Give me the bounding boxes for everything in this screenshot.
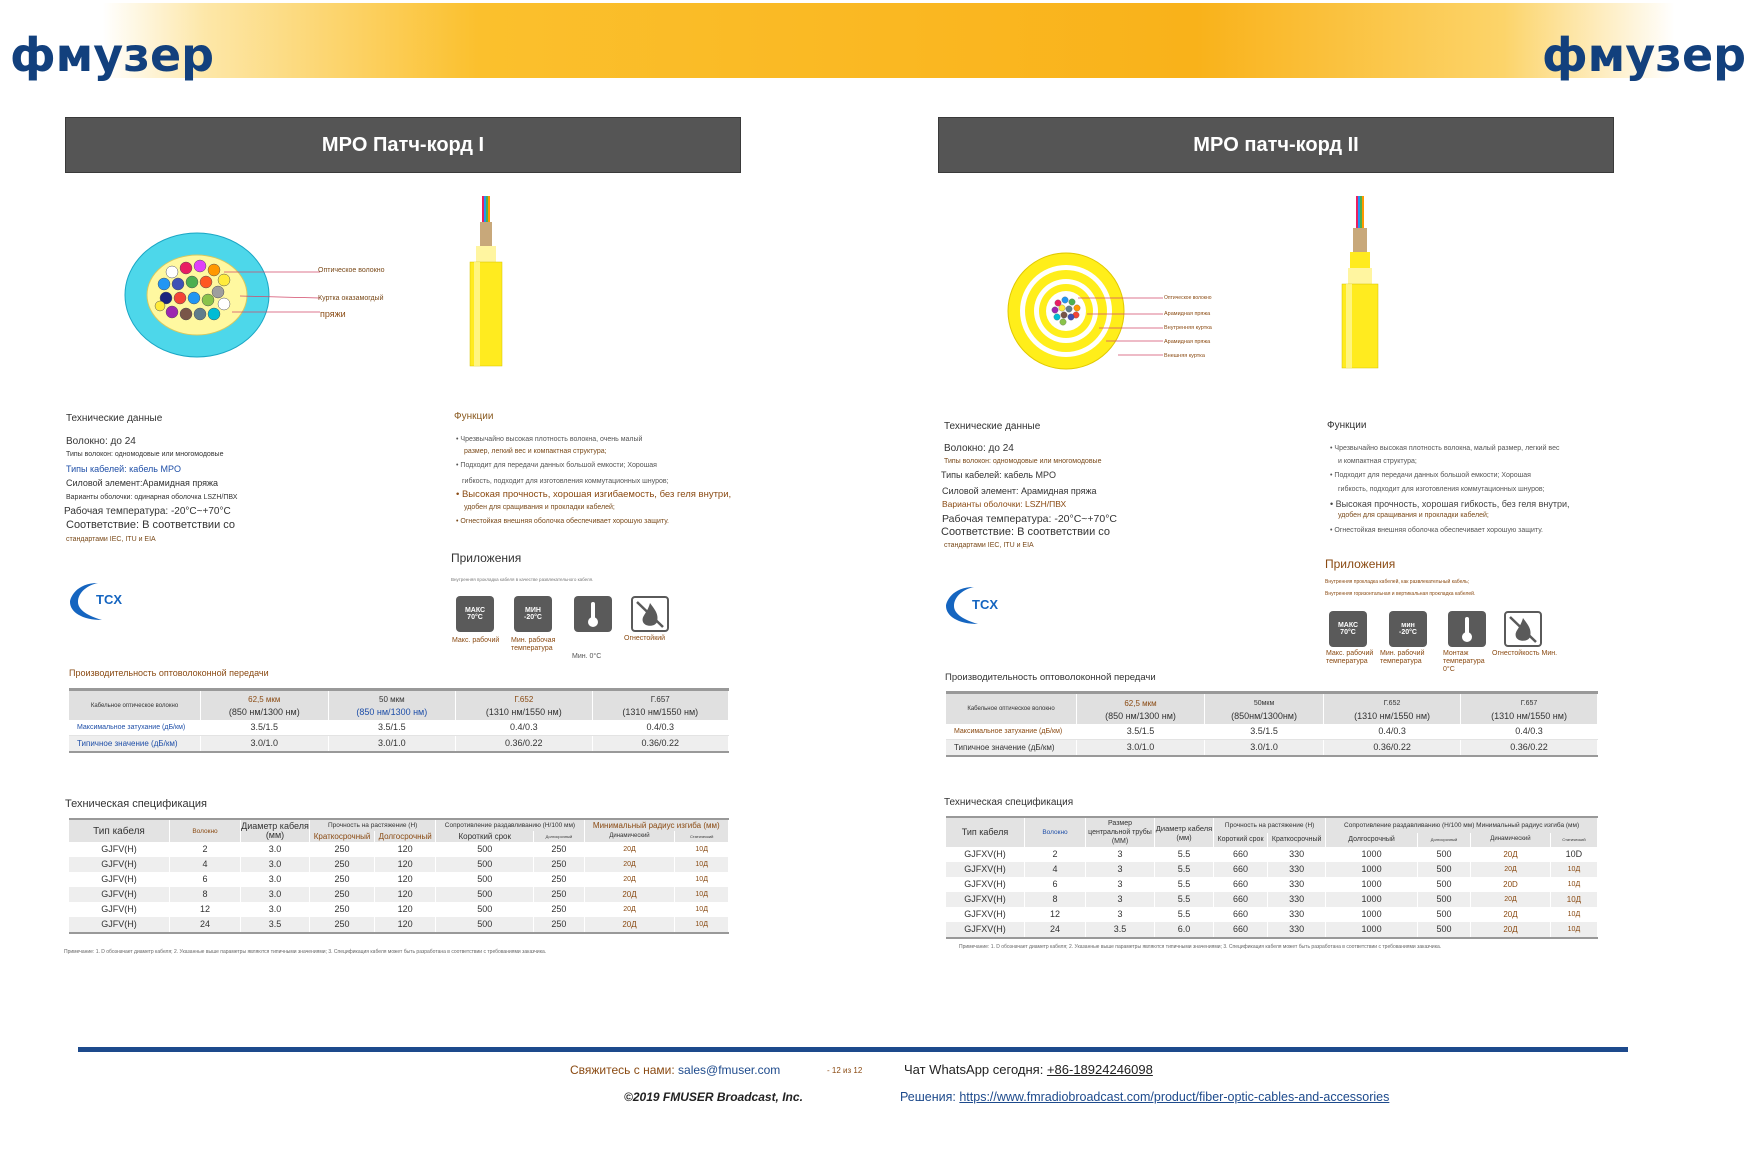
footnote-right: Примечание: 1. D обозначает диаметр кабеля; 2. Указанные выше параметры являются типичными значениями; 3. Спецификация кабеля может быть разработана в соответствии с требованиями заказчика. [959, 944, 1442, 950]
spec-col-header: Размер центральной трубы (ММ) [1086, 817, 1155, 847]
spec-table-left [69, 818, 729, 934]
tech-line: Силовой элемент: Арамидная пряжа [942, 486, 1097, 496]
table-row: GJFXV(H) 6 3 5.5 660 330 1000 500 20D 10Д [946, 877, 1598, 892]
spec-col-header: Тип кабеля [69, 819, 170, 842]
icon-caption: Макс. рабочий температура [1326, 650, 1374, 665]
cross-label: пряжи [320, 309, 346, 319]
tcx-logo-text: TCX [972, 597, 998, 612]
icon-caption: Огнестойкость Мин. [1492, 650, 1558, 657]
function-item: и компактная структура; [1338, 458, 1417, 465]
cross-label: Оптическое волокно [318, 267, 385, 274]
icon-caption: Монтаж температура 0°C [1443, 650, 1485, 673]
solutions-link[interactable]: https://www.fmradiobroadcast.com/product/fiber-optic-cables-and-accessories [959, 1090, 1390, 1104]
max-temp-icon: МАКС 70°C [456, 596, 494, 632]
logo-right: фмузер [1542, 28, 1746, 82]
tech-line: Волокно: до 24 [66, 436, 136, 447]
tech-line: Соответствие: В соответствии со [941, 526, 1111, 538]
spec-col-header: Долгосрочный [534, 831, 584, 842]
cross-label: Внутренняя куртка [1164, 325, 1212, 331]
cable-side-view-left [462, 192, 512, 367]
applications-heading: Приложения [1325, 557, 1396, 571]
spec-col-header: Статический [675, 831, 729, 842]
table-row: Максимальное затухание (дБ/км) 3.5/1.5 3.5/1.5 0.4/0.3 0.4/0.3 [69, 720, 729, 736]
table-row: GJFXV(H) 12 3 5.5 660 330 1000 500 20Д 10Д [946, 907, 1598, 922]
contact-label: Свяжитесь с нами: [570, 1063, 675, 1077]
thermometer-icon [1448, 611, 1486, 647]
icon-caption: Мин. рабочий температура [1380, 650, 1425, 665]
table-row: Типичное значение (дБ/км) 3.0/1.0 3.0/1.0 0.36/0.22 0.36/0.22 [946, 740, 1598, 757]
spec-col-header: Динамический [1471, 833, 1551, 847]
email-link[interactable]: sales@fmuser.com [678, 1063, 781, 1077]
tech-line: Рабочая температура: -20°C~+70°C [942, 513, 1118, 525]
function-item: размер, легкий вес и компактная структура; [464, 448, 607, 455]
performance-heading: Производительность оптоволоконной передачи [945, 672, 1156, 683]
cross-label: Внешняя куртка [1164, 353, 1205, 359]
tech-data-heading: Технические данные [66, 413, 163, 424]
logo-left: фмузер [10, 28, 215, 82]
function-item: • Подходит для передачи данных большой емкости; Хорошая [456, 462, 657, 469]
cross-label: Куртка оказамогдый [318, 295, 384, 302]
spec-table-right [946, 816, 1598, 939]
tech-data-heading: Технические данные [944, 421, 1041, 432]
function-item: удобен для сращивания и прокладки кабелей; [464, 504, 615, 511]
table-row: GJFXV(H) 4 3 5.5 660 330 1000 500 20Д 10Д [946, 862, 1598, 877]
max-temp-icon: МАКС 70°C [1329, 611, 1367, 647]
spec-col-header: Прочность на растяжение (Н) [1214, 817, 1326, 833]
spec-col-header: Прочность на растяжение (Н) [310, 819, 436, 831]
functions-heading: Функции [454, 411, 494, 422]
table-row: GJFXV(H) 24 3.5 6.0 660 330 1000 500 20Д 10Д [946, 922, 1598, 938]
perf-col-header: Кабельное оптическое волокно [69, 690, 201, 721]
whatsapp-label: Чат WhatsApp сегодня: [904, 1062, 1044, 1077]
cross-label: Арамидная пряжа [1164, 339, 1211, 345]
function-item: • Огнестойкая внешняя оболочка обеспечивает хорошую защиту. [456, 518, 669, 525]
spec-col-header: Долгосрочный [375, 831, 436, 842]
perf-col-header: 62,5 мкм (850 нм/1300 нм) [201, 690, 329, 721]
perf-col-header: Г.652 (1310 нм/1550 нм) [456, 690, 592, 721]
table-row: GJFV(H) 24 3.5 250 120 500 250 20Д 10Д [69, 917, 729, 933]
functions-heading: Функции [1327, 420, 1367, 431]
tech-line: Варианты оболочки: LSZH/ПВХ [942, 499, 1067, 509]
spec-col-header: Диаметр кабеля (мм) [1155, 817, 1214, 847]
icon-caption: Мин. рабочая температура [511, 637, 556, 652]
applications-heading: Приложения [451, 551, 522, 565]
spec-col-header: Сопротивление раздавливанию (Н/100 мм) Минимальный радиус изгиба (мм) [1326, 817, 1598, 833]
tech-line: стандартами IEC, ITU и EIA [944, 542, 1034, 549]
function-item: удобен для сращивания и прокладки кабелей; [1338, 512, 1489, 519]
page-number: - 12 из 12 [827, 1066, 863, 1075]
whatsapp-link[interactable]: +86-18924246098 [1046, 1062, 1153, 1077]
table-row: GJFXV(H) 8 3 5.5 660 330 1000 500 20Д 10Д [946, 892, 1598, 907]
spec-col-header: Волокно [1025, 817, 1086, 847]
spec-col-header: Долгосрочный [1417, 833, 1470, 847]
perf-col-header: Г.657 (1310 нм/1550 нм) [592, 690, 728, 721]
function-item: • Высокая прочность, хорошая гибкость, без геля внутри, [1330, 499, 1570, 509]
tech-line: Типы кабелей: кабель MPO [66, 464, 182, 474]
spec-col-header: Краткосрочный [310, 831, 375, 842]
perf-col-header: Г.657 (1310 нм/1550 нм) [1461, 693, 1598, 725]
spec-col-header: Диаметр кабеля (мм) [241, 821, 309, 840]
tech-line: Типы волокон: одномодовые или многомодовые [944, 458, 1102, 465]
icon-caption: Мин. 0°C [572, 653, 602, 660]
fire-resistant-icon [1504, 611, 1542, 647]
table-row: GJFXV(H) 2 3 5.5 660 330 1000 500 20Д 10D [946, 847, 1598, 862]
contact-line [570, 1063, 780, 1077]
product-title-left: MPO Патч-корд I [65, 117, 741, 173]
cross-label: Оптическое волокно [1164, 295, 1212, 301]
icon-caption: Огнестойкий [624, 635, 666, 642]
spec-col-header: Волокно [170, 819, 241, 842]
perf-col-header: Г.652 (1310 нм/1550 нм) [1324, 693, 1461, 725]
cross-label: Арамидная пряжа [1164, 311, 1211, 317]
applications-text: Внутренняя горизонтальная и вертикальная прокладка кабелей. [1325, 591, 1476, 597]
applications-text: Внутренняя прокладка кабеля в качестве развлекательного кабеля. [451, 577, 594, 582]
tcx-logo-text: TCX [96, 592, 122, 607]
function-item: • Чрезвычайно высокая плотность волокна, малый размер, легкий вес [1330, 445, 1560, 452]
table-row: GJFV(H) 8 3.0 250 120 500 250 20Д 10Д [69, 887, 729, 902]
table-row: GJFV(H) 6 3.0 250 120 500 250 20Д 10Д [69, 872, 729, 887]
tech-line: Соответствие: В соответствии со [66, 519, 236, 531]
tech-line: Типы кабелей: кабель MPO [941, 470, 1057, 480]
spec-col-header: Сопротивление раздавливанию (Н/100 мм) [436, 819, 584, 831]
function-item: • Высокая прочность, хорошая изгибаемость, без геля внутри, [456, 489, 732, 500]
tech-line: Типы волокон: одномодовые или многомодовые [66, 451, 224, 458]
performance-table-right [946, 691, 1598, 757]
footnote-left: Примечание: 1. D обозначает диаметр кабеля; 2. Указанные выше параметры являются типичными значениями; 3. Спецификация кабеля может быть разработана в соответствии с требованиями заказчика. [64, 949, 547, 955]
function-item: гибкость, подходит для изготовления коммутационных шнуров; [1338, 486, 1545, 493]
product-title-right: MPO патч-корд II [938, 117, 1614, 173]
perf-col-header: 62,5 мкм (850 нм/1300 нм) [1077, 693, 1205, 725]
icon-caption: Макс. рабочий [452, 637, 500, 644]
table-row: GJFV(H) 2 3.0 250 120 500 250 20Д 10Д [69, 842, 729, 857]
spec-col-header: Статический [1550, 833, 1597, 847]
tech-line: стандартами IEC, ITU и EIA [66, 536, 156, 543]
solutions-label: Решения: [900, 1090, 956, 1104]
table-row: GJFV(H) 12 3.0 250 120 500 250 20Д 10Д [69, 902, 729, 917]
applications-text: Внутренняя прокладка кабелей, как развлекательный кабель; [1325, 579, 1470, 585]
function-item: • Огнестойкая внешняя оболочка обеспечивает хорошую защиту. [1330, 527, 1543, 534]
solutions-line [900, 1090, 1389, 1104]
tech-line: Варианты оболочки: одинарная оболочка LSZH/ПВХ [66, 494, 238, 501]
performance-heading: Производительность оптоволоконной передачи [69, 668, 269, 678]
tech-line: Силовой элемент:Арамидная пряжа [66, 478, 219, 488]
table-row: GJFV(H) 4 3.0 250 120 500 250 20Д 10Д [69, 857, 729, 872]
spec-col-header: Краткосрочный [1268, 833, 1326, 847]
min-temp-icon: МИН -20°C [514, 596, 552, 632]
spec-col-header: Тип кабеля [946, 817, 1025, 847]
performance-table-left [69, 688, 729, 753]
spec-col-header: Долгосрочный [1326, 833, 1418, 847]
min-temp-icon: мин -20°C [1389, 611, 1427, 647]
spec-heading: Техническая спецификация [944, 797, 1074, 808]
fire-resistant-icon [631, 596, 669, 632]
footer-divider [78, 1047, 1628, 1052]
spec-col-header: Короткий срок [436, 831, 534, 842]
perf-col-header: Кабельное оптическое волокно [946, 693, 1077, 725]
perf-col-header: 50мкм (850нм/1300нм) [1205, 693, 1324, 725]
cable-side-view-right [1336, 192, 1386, 377]
tech-line: Волокно: до 24 [944, 443, 1014, 454]
header-band [0, 3, 1709, 78]
whatsapp-line [904, 1062, 1153, 1077]
thermometer-icon [574, 596, 612, 632]
function-item: • Подходит для передачи данных большой емкости; Хорошая [1330, 472, 1531, 479]
cross-section-diagram-left [120, 228, 500, 363]
tech-line: Рабочая температура: -20°C~+70°C [64, 506, 231, 517]
perf-col-header: 50 мкм (850 нм/1300 нм) [328, 690, 456, 721]
spec-heading: Техническая спецификация [65, 798, 208, 810]
table-row: Максимальное затухание (дБ/км) 3.5/1.5 3.5/1.5 0.4/0.3 0.4/0.3 [946, 724, 1598, 740]
spec-col-header: Минимальный радиус изгиба (мм) [584, 819, 728, 831]
spec-col-header: Динамический [584, 831, 675, 842]
function-item: гибкость, подходит для изготовления коммутационных шнуров; [462, 478, 669, 485]
function-item: • Чрезвычайно высокая плотность волокна, очень малый [456, 436, 643, 443]
copyright: ©2019 FMUSER Broadcast, Inc. [624, 1090, 803, 1104]
spec-col-header: Короткий срок [1214, 833, 1268, 847]
table-row: Типичное значение (дБ/км) 3.0/1.0 3.0/1.0 0.36/0.22 0.36/0.22 [69, 736, 729, 753]
